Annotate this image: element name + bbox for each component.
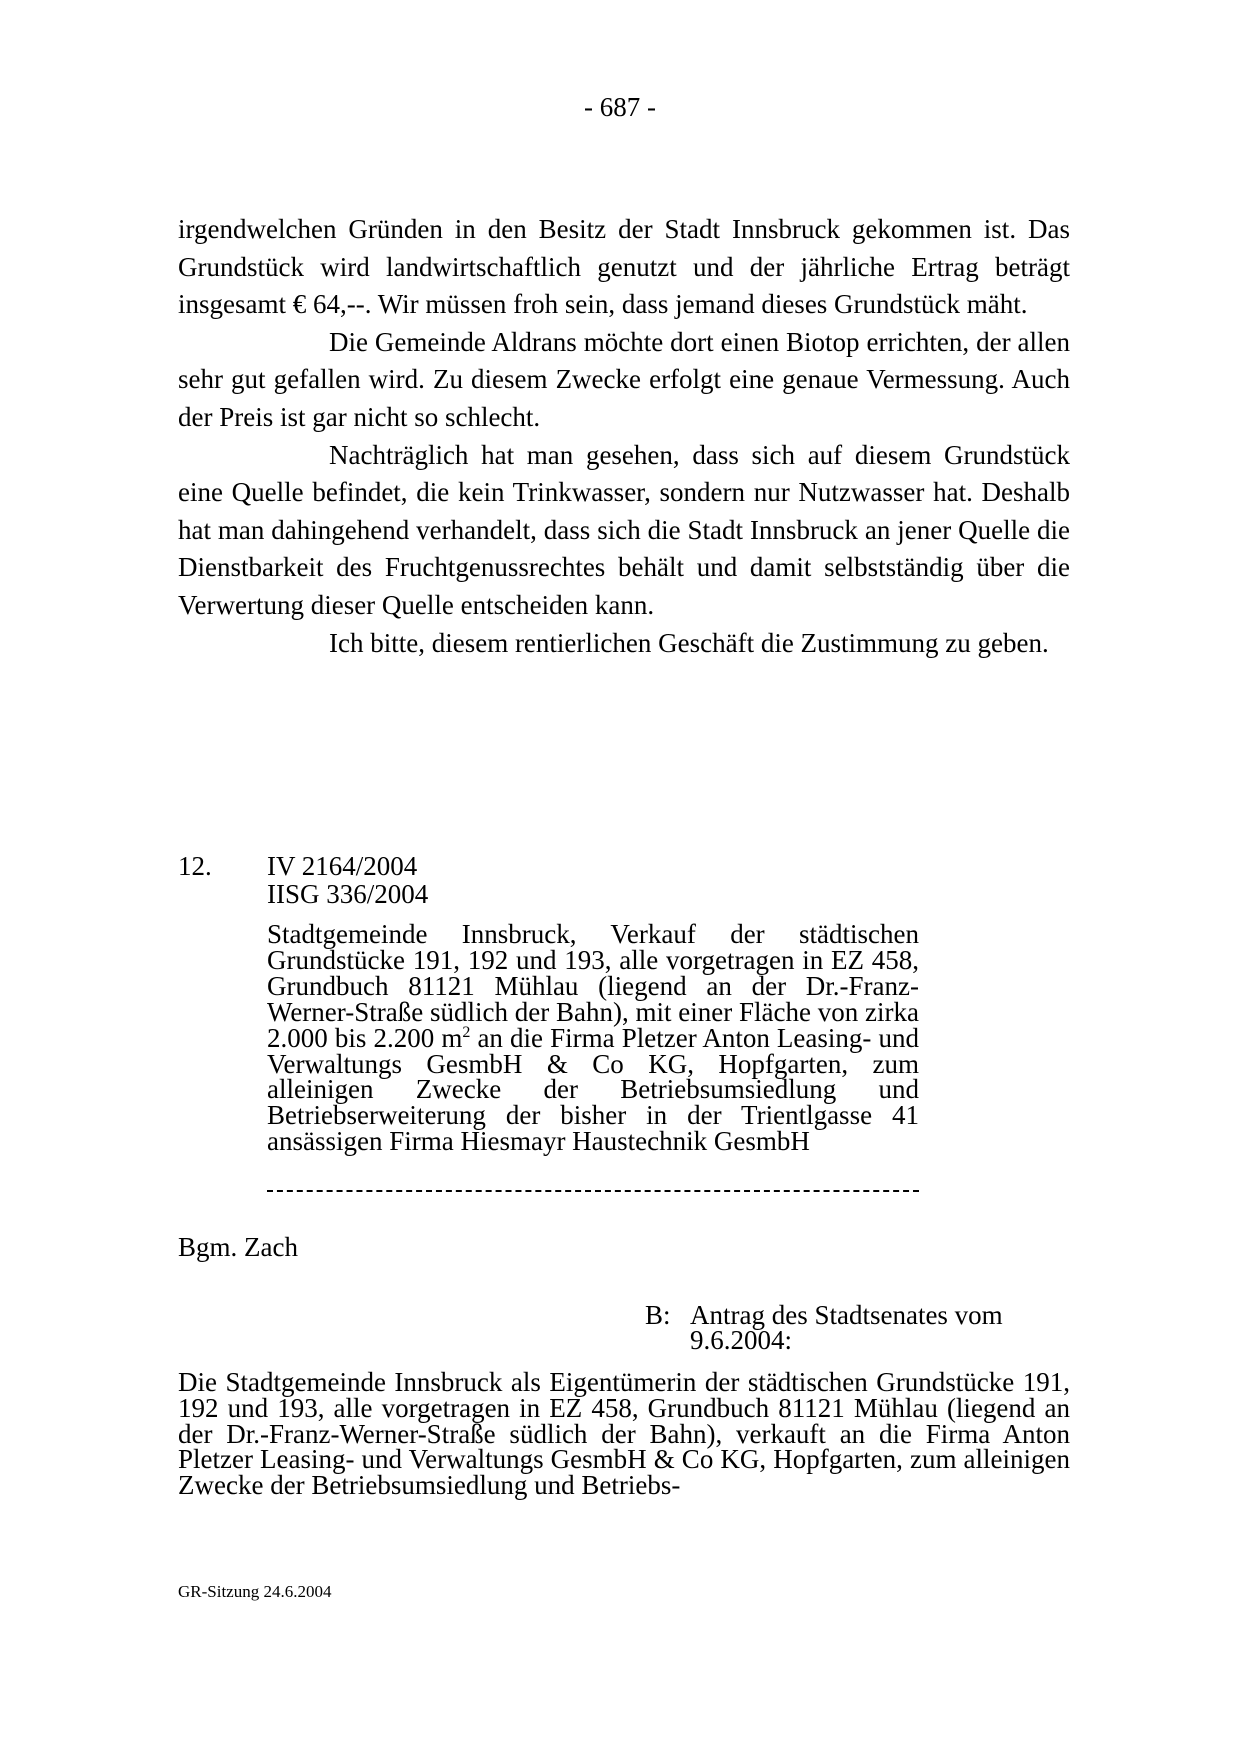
item-subject-text: Stadtgemeinde Innsbruck, Verkauf der städtischen Grundstücke 191, 192 und 193, alle vorgetragen in EZ 458, Grundbuch 81121 Mühlau (liegend an der Dr.-Franz-Werner-Straße südlich der Bahn), mit einer Fläche von zirka 2.000 bis 2.200 m	[267, 919, 919, 1053]
item-subject	[267, 919, 919, 1157]
motion-body	[178, 1367, 1070, 1501]
item-ref-iv: IV 2164/2004	[267, 851, 418, 881]
item-ref-iisg: IISG 336/2004	[267, 879, 429, 909]
item-subject-text: an die Firma Pletzer Anton Leasing- und Verwaltungs GesmbH & Co KG, Hopfgarten, zum alleinigen Zwecke der Betriebsumsiedlung und Betriebserweiterung der bisher in der Trientlgasse 41 ansässigen Firma Hiesmayr Haustechnik GesmbH	[267, 1022, 919, 1157]
motion-text: Die Stadtgemeinde Innsbruck als Eigentümerin der städtischen Grundstücke 191, 192 und 193, alle vorgetragen in EZ 458, Grundbuch 81121 Mühlau (liegend an der Dr.-Franz-Werner-Straße südlich der Bahn), verkauft an die Firma Anton Pletzer Leasing- und Verwaltungs GesmbH & Co KG, Hopfgarten, zum alleinigen Zwecke der Betriebsumsiedlung und Betriebs-	[178, 1367, 1070, 1501]
motion-title	[690, 1300, 1003, 1355]
paragraph: irgendwelchen Gründen in den Besitz der Stadt Innsbruck gekommen ist. Das Grundstück wird landwirtschaftlich genutzt und der jährliche Ertrag beträgt insgesamt € 64,--. Wir müssen froh sein, dass jemand dieses Grundstück mäht.	[178, 214, 1070, 320]
paragraph: Die Gemeinde Aldrans möchte dort einen Biotop errichten, der allen sehr gut gefallen wird. Zu diesem Zwecke erfolgt eine genaue Vermessung. Auch der Preis ist gar nicht so schlecht.	[178, 326, 1070, 432]
paragraph: Nachträglich hat man gesehen, dass sich auf diesem Grundstück eine Quelle befindet, die kein Trinkwasser, sondern nur Nutzwasser hat. Deshalb hat man dahingehend verhandelt, dass sich die Stadt Innsbruck an jener Quelle die Dienstbarkeit des Fruchtgenussrechtes behält und damit selbstständig über die Verwertung dieser Quelle entscheiden kann.	[178, 439, 1070, 620]
footer: GR-Sitzung 24.6.2004	[178, 1582, 332, 1601]
body-text	[178, 211, 1070, 662]
paragraph: Ich bitte, diesem rentierlichen Geschäft die Zustimmung zu geben.	[329, 627, 1049, 658]
motion-letter: B:	[645, 1300, 671, 1330]
speaker-name: Bgm. Zach	[178, 1232, 298, 1262]
item-number: 12.	[178, 851, 212, 881]
motion-title-line: Antrag des Stadtsenates vom	[690, 1300, 1003, 1330]
superscript-two: 2	[462, 1023, 471, 1041]
page-number: - 687 -	[584, 92, 656, 122]
motion-title-line: 9.6.2004:	[690, 1325, 793, 1355]
item-references	[267, 852, 428, 908]
dashed-separator	[267, 1190, 919, 1192]
